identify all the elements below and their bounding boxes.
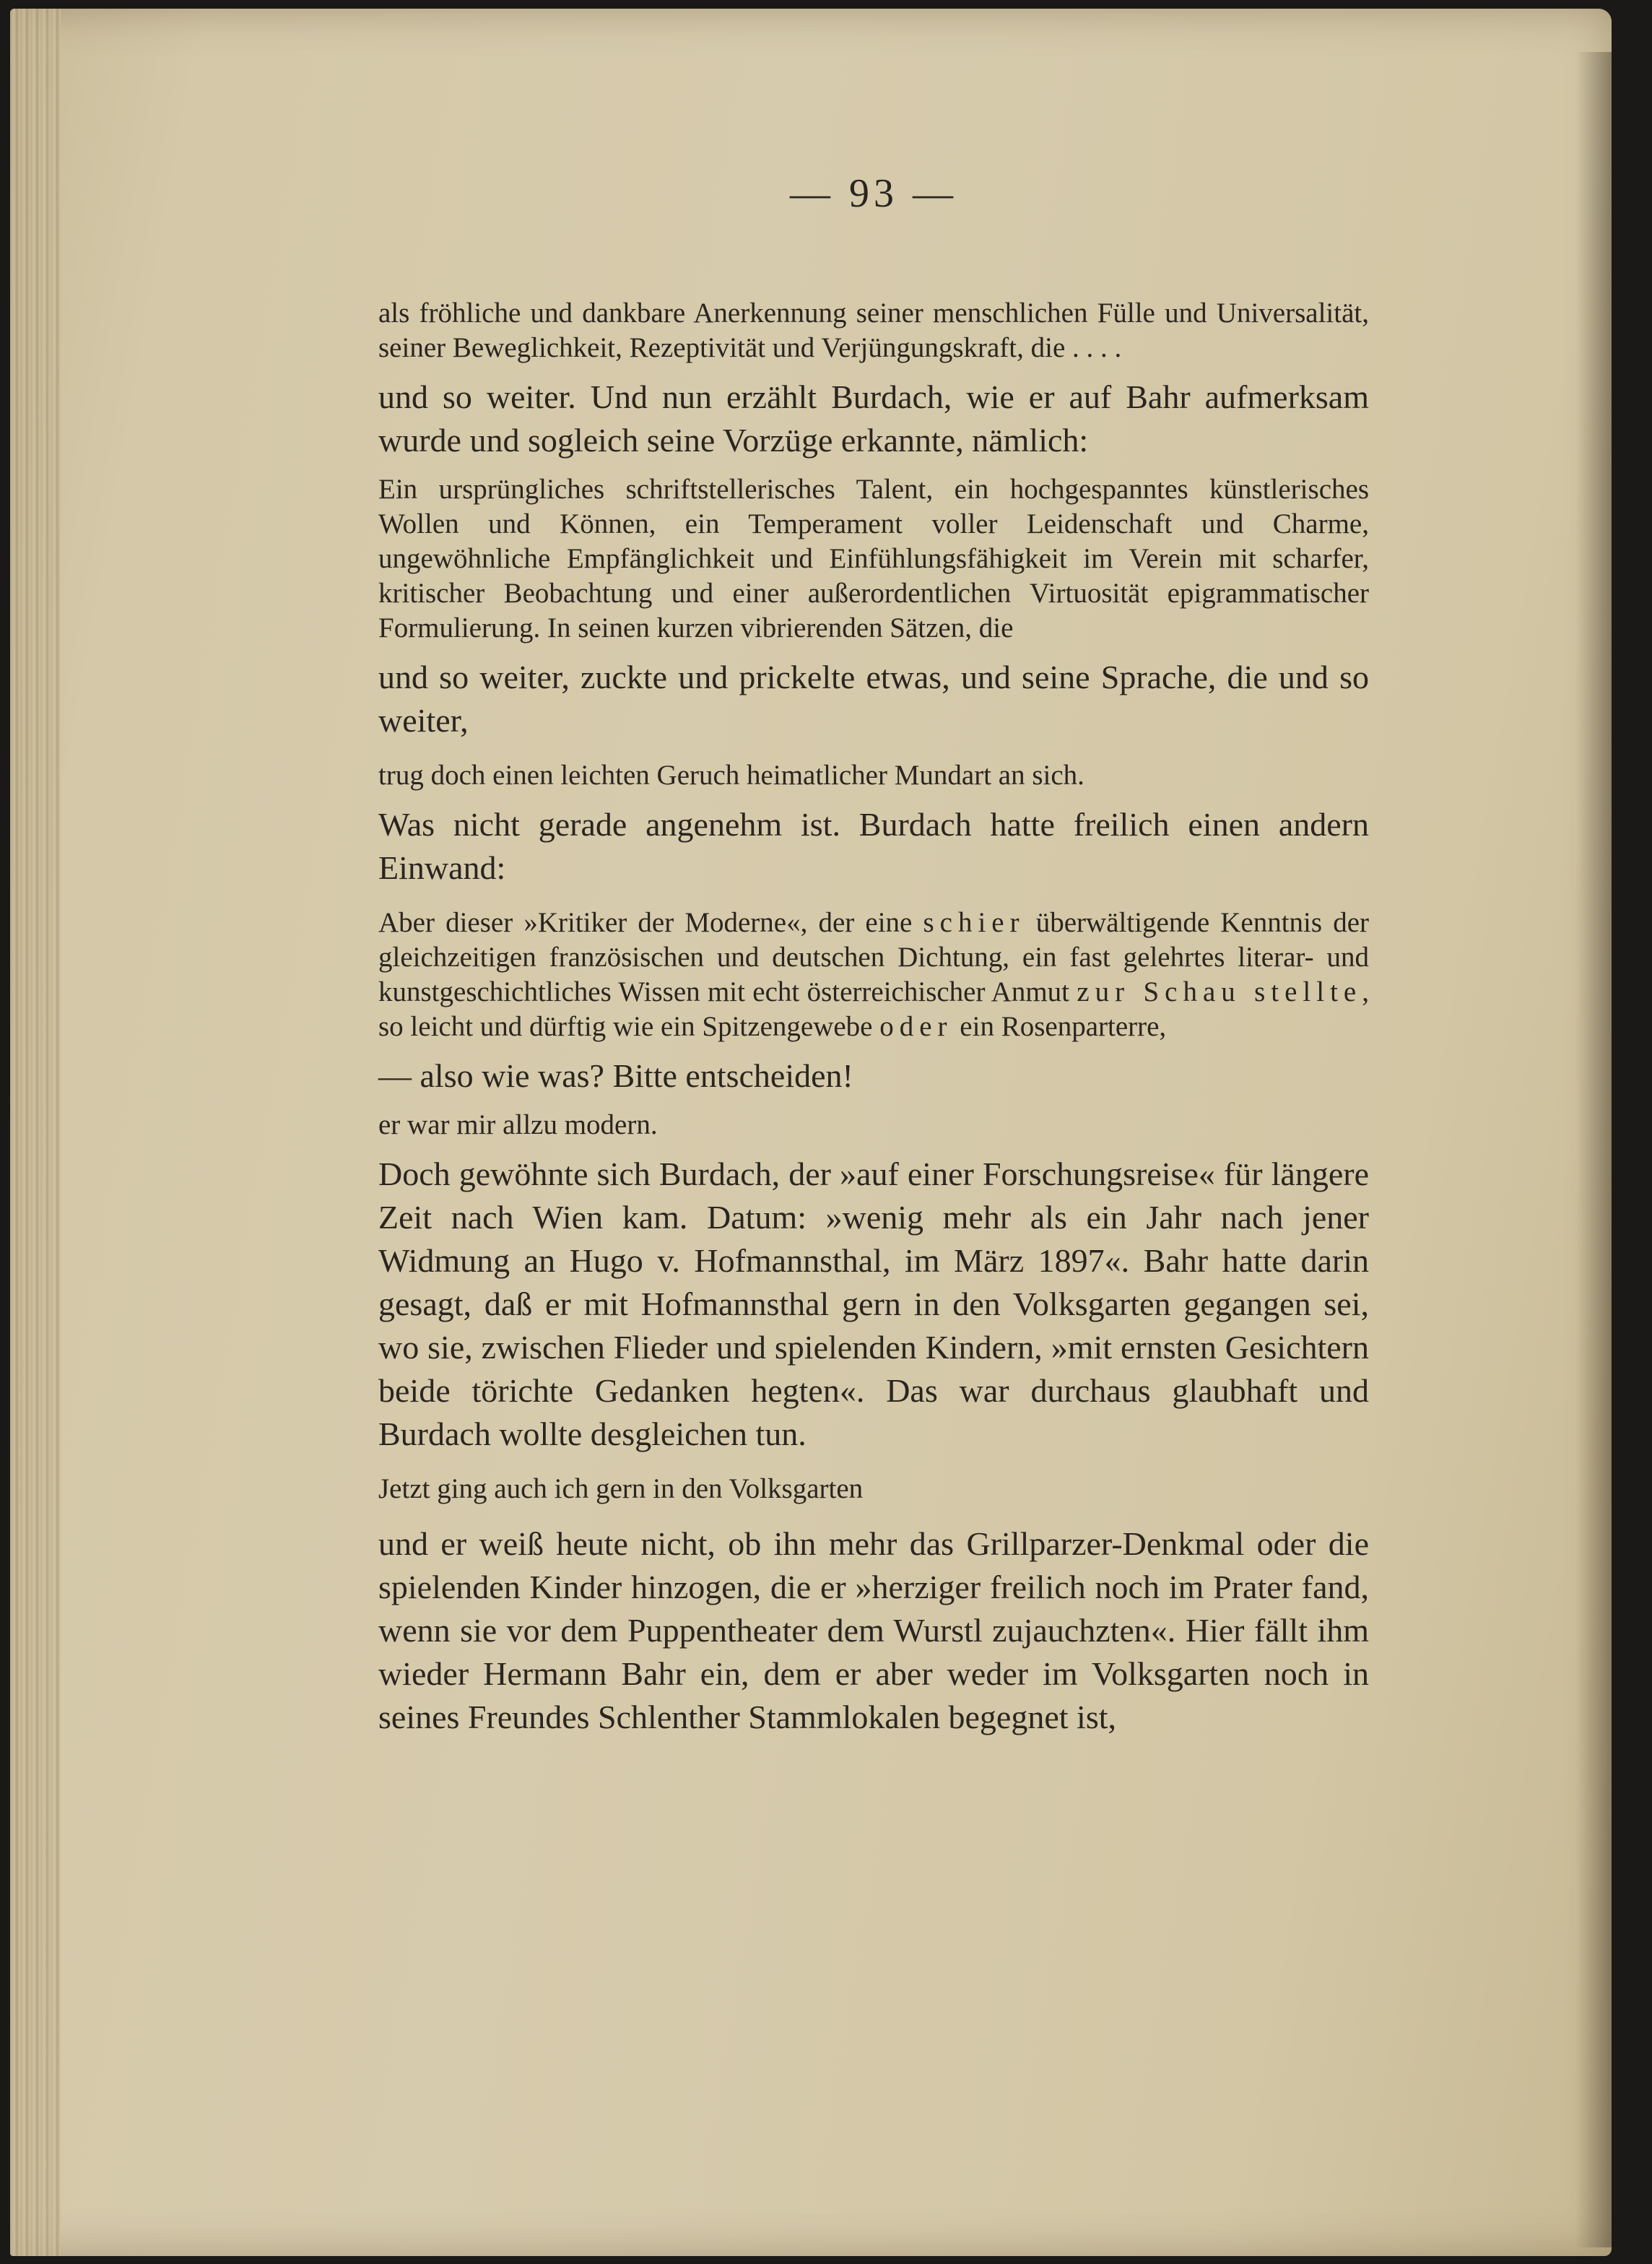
- quote-part-3: , so leicht und dürftig wie ein Spitzengewebe: [378, 976, 1369, 1042]
- body-paragraph-3: Was nicht gerade angenehm ist. Burdach hatte freilich einen andern Einwand:: [378, 806, 1369, 886]
- spaced-word-oder: oder: [879, 1011, 953, 1042]
- quote-paragraph-6: Jetzt ging auch ich gern in den Volksgarten: [378, 1473, 864, 1504]
- quote-paragraph-1: als fröhliche und dankbare Anerkennung seiner menschlichen Fülle und Universalität, seiner Beweglichkeit, Rezeptivität und Verjüngungskraft, die . . . .: [378, 298, 1369, 363]
- body-paragraph-2: und so weiter, zuckte und prickelte etwas, und seine Sprache, die und so weiter,: [378, 659, 1369, 739]
- page-text: [378, 296, 1369, 1739]
- quote-part-4: ein Rosenparterre,: [952, 1011, 1167, 1042]
- quote-paragraph-5: er war mir allzu modern.: [378, 1109, 658, 1140]
- gutter-shadow: [1575, 52, 1612, 2247]
- page-number: — 93 —: [790, 171, 957, 216]
- quote-part-1: Aber dieser »Kritiker der Moderne«, der eine: [378, 907, 923, 938]
- page-edges: [10, 9, 61, 2256]
- body-paragraph-4: — also wie was? Bitte entscheiden!: [378, 1057, 853, 1094]
- quote-part-2: überwältigende Kenntnis der gleichzeitigen französischen und deutschen Dichtung, ein fast gelehrtes literar- und kunstgeschichtliches Wissen mit echt österreichischer Anmut: [378, 907, 1369, 1007]
- spaced-phrase-zur-schau-stellte: zur Schau stellte: [1077, 976, 1362, 1007]
- body-paragraph-6: und er weiß heute nicht, ob ihn mehr das Grillparzer-Denkmal oder die spielenden Kinder hinzogen, die er »herziger freilich noch im Prater fand, wenn sie vor dem Puppentheater dem Wurstl zujauchzten«. Hier fällt ihm wieder Hermann Bahr ein, dem er aber weder im Volksgarten noch in seines Freundes Schlenther Stammlokalen begegnet ist,: [378, 1525, 1369, 1735]
- quote-paragraph-3: trug doch einen leichten Geruch heimatlicher Mundart an sich.: [378, 760, 1084, 791]
- body-paragraph-1: und so weiter. Und nun erzählt Burdach, wie er auf Bahr aufmerksam wurde und sogleich seine Vorzüge erkannte, nämlich:: [378, 378, 1369, 459]
- quote-paragraph-2: Ein ursprüngliches schriftstellerisches Talent, ein hochgespanntes künstlerisches Wollen und Können, ein Temperament voller Leidenschaft und Charme, ungewöhnliche Empfänglichkeit und Einfühlungsfähigkeit im Verein mit scharfer, kritischer Beobachtung und einer außerordentlichen Virtuosität epigrammatischer Formulierung. In seinen kurzen vibrierenden Sätzen, die: [378, 474, 1369, 643]
- quote-paragraph-4: [378, 906, 1369, 1044]
- spaced-word-schier: schier: [923, 907, 1025, 938]
- body-paragraph-5: Doch gewöhnte sich Burdach, der »auf einer Forschungsreise« für längere Zeit nach Wien kam. Datum: »wenig mehr als ein Jahr nach jener Widmung an Hugo v. Hofmannsthal, im März 1897«. Bahr hatte darin gesagt, daß er mit Hofmannsthal gern in den Volksgarten gegangen sei, wo sie, zwischen Flieder und spielenden Kindern, »mit ernsten Gesichtern beide törichte Gedanken hegten«. Das war durchaus glaubhaft und Burdach wollte desgleichen tun.: [378, 1155, 1369, 1452]
